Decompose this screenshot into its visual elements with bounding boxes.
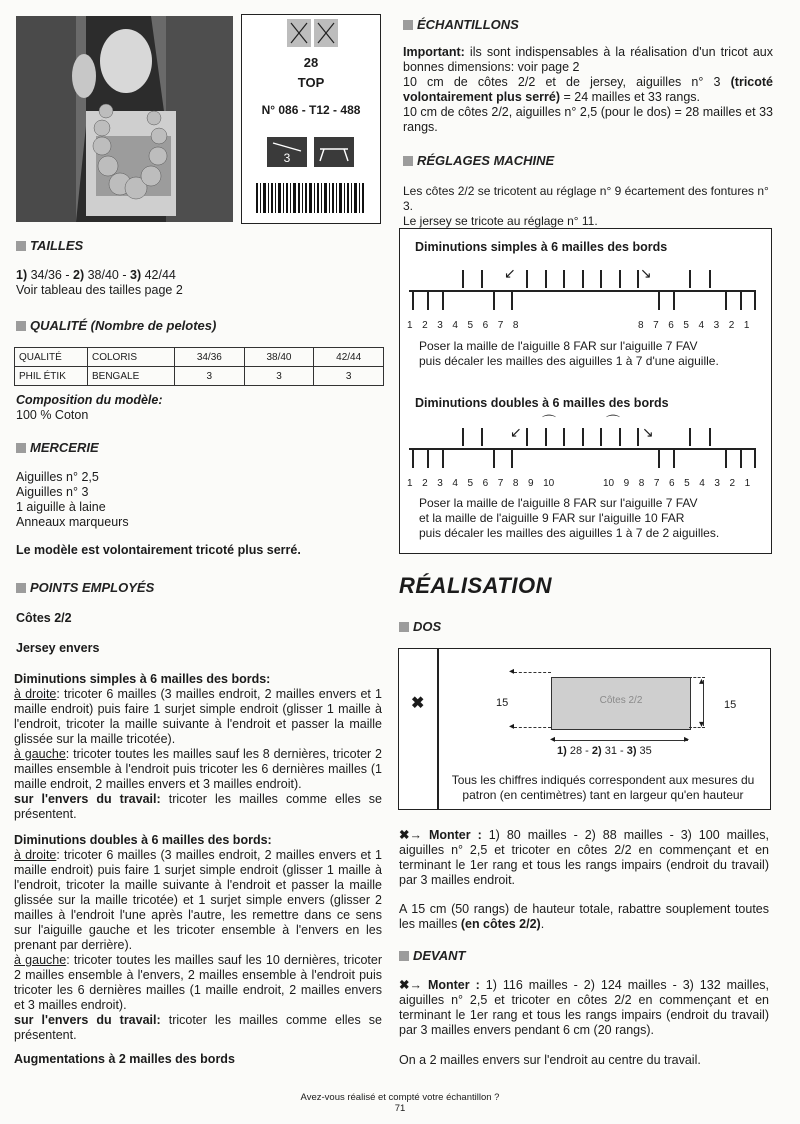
dim-simples-block	[14, 672, 382, 822]
table-cell: 3	[314, 367, 384, 386]
reglages-line-1: Les côtes 2/2 se tricotent au réglage n° 9 écartement des fontures n° 3.	[403, 184, 769, 213]
needle-tick-front	[481, 270, 483, 288]
dos-rabattre-text: A 15 cm (50 rangs) de hauteur totale, rabattre souplement toutes les mailles (en côtes 2/2).	[399, 902, 769, 931]
needle-tick-front	[462, 270, 464, 288]
augmentations-title: Augmentations à 2 mailles des bords	[14, 1052, 235, 1066]
needle-tick-back	[725, 292, 727, 310]
marker-cross-icon: ✖	[411, 695, 425, 712]
dim-arrow-bottom-left	[514, 727, 551, 728]
diagram-simple-numbers-right: 8 7 6 5 4 3 2 1	[638, 320, 750, 331]
transfer-arc-left-icon: ⌒	[542, 414, 556, 430]
decrease-arrow-right-icon: ↘	[642, 424, 654, 440]
table-cell: 3	[244, 367, 314, 386]
reglages-line-2: Le jersey se tricote au réglage n° 11.	[403, 214, 598, 228]
devant-centre-text: On a 2 mailles envers sur l'endroit au centre du travail.	[399, 1053, 701, 1067]
composition-value: 100 % Coton	[16, 408, 89, 422]
diagram-simple-caption-2: puis décaler les mailles des aiguilles 1 à 7 d'une aiguille.	[419, 354, 719, 368]
needle-tick-back	[658, 292, 660, 310]
needle-tick-front	[526, 270, 528, 288]
list-item: Anneaux marqueurs	[16, 515, 129, 529]
barcode-icon	[256, 183, 366, 213]
devant-heading: DEVANT	[399, 948, 465, 963]
diagram-double-caption-2: et la maille de l'aiguille 9 FAR sur l'aiguille 10 FAR	[419, 511, 685, 525]
arrow-left-icon: ◂	[509, 666, 515, 677]
needle-tick-front	[689, 270, 691, 288]
model-photo	[16, 16, 233, 222]
table-cell: PHIL ÉTIK	[15, 367, 88, 386]
dim-left-value: 15	[496, 697, 509, 709]
needle-tick-back	[740, 450, 742, 468]
dim-doubles-title: Diminutions doubles à 6 mailles des bords:	[14, 833, 272, 847]
qualite-table	[14, 347, 384, 386]
dim-width-value: 1) 28 - 2) 31 - 3) 35	[557, 745, 652, 757]
reglages-heading: RÉGLAGES MACHINE	[403, 153, 554, 168]
needle-tick-front	[689, 428, 691, 446]
tailles-sizes: 1) 34/36 - 2) 38/40 - 3) 42/44	[16, 268, 176, 282]
dim-doubles-block	[14, 833, 382, 1043]
needle-tick-front	[582, 428, 584, 446]
dim-doubles-envers: sur l'envers du travail: tricoter les mailles comme elles se présentent.	[14, 1013, 382, 1042]
needle-tick-front	[563, 428, 565, 446]
needle-bed-line	[409, 290, 756, 292]
diagram-simple-title: Diminutions simples à 6 mailles des bords	[415, 240, 668, 254]
dos-monter-text: ✖→ Monter : 1) 80 mailles - 2) 88 mailles - 3) 100 mailles, aiguilles n° 2,5 et tricoter en côtes 2/2 en commençant et en terminant le 1er rang et tous les rangs impairs (endroit du travail) par 3 mailles endroit.	[399, 828, 769, 887]
echantillons-heading: ÉCHANTILLONS	[403, 17, 519, 32]
knit-machine-icon	[314, 137, 354, 167]
model-photo-illustration	[16, 16, 233, 222]
needle-tick-back	[511, 450, 513, 468]
diagram-double-numbers-right: 10 9 8 7 6 5 4 3 2 1	[603, 478, 751, 489]
realisation-title: RÉALISATION	[399, 573, 552, 598]
table-cell: BENGALE	[88, 367, 175, 386]
needle-tick-back	[673, 450, 675, 468]
table-row	[15, 348, 384, 367]
diagram-double-caption	[419, 496, 764, 541]
needle-tick-front	[709, 270, 711, 288]
machine-bed-icon	[314, 137, 354, 167]
card-reference: N° 086 - T12 - 488	[261, 103, 361, 117]
needle-tick-back	[754, 450, 756, 468]
devant-monter-text: ✖→ Monter : 1) 116 mailles - 2) 124 mailles - 3) 132 mailles, aiguilles n° 2,5 et tricoter en côtes 2/2 en commençant et en terminant le 1er rang et tous les rangs impairs (endroit du travail) par 3 mailles envers pendant 6 cm (20 rangs).	[399, 978, 770, 1037]
dim-simples-title: Diminutions simples à 6 mailles des bords:	[14, 672, 271, 686]
needle-tick-front	[526, 428, 528, 446]
qualite-heading: QUALITÉ (Nombre de pelotes)	[16, 318, 216, 333]
dim-simples-gauche: à gauche: tricoter toutes les mailles sauf les 8 dernières, tricoter 2 mailles ensemble à l'endroit puis tricoter les 6 dernières mailles (1 maille endroit, 2 mailles envers et 3 mailles endroit).	[14, 747, 382, 791]
list-item: 1 aiguille à laine	[16, 500, 106, 514]
arrow-down-icon: ▾	[699, 719, 705, 730]
diagram-simple-caption-1: Poser la maille de l'aiguille 8 FAR sur l'aiguille 7 FAV	[419, 339, 698, 353]
needle-tick-front	[709, 428, 711, 446]
tailles-reference: Voir tableau des tailles page 2	[16, 283, 183, 297]
dim-doubles-gauche: à gauche: tricoter toutes les mailles sauf les 10 dernières, tricoter 2 mailles ensemble à l'envers, 2 mailles ensemble à l'endroit puis tricoter les 6 dernières mailles (1 maille endroit, 2 mailles envers et 3 mailles endroit).	[14, 953, 383, 1012]
needle-tick-front	[619, 270, 621, 288]
dim-simples-envers: sur l'envers du travail: tricoter les mailles comme elles se présentent.	[14, 792, 382, 821]
needle-tick-front	[582, 270, 584, 288]
card-name: TOP	[297, 75, 325, 90]
needle-tick-back	[493, 292, 495, 310]
needle-tick-back	[658, 450, 660, 468]
table-cell: 38/40	[244, 348, 314, 367]
schema-note: Tous les chiffres indiqués correspondent aux mesures du patron (en centimètres) tant en largeur qu'en hauteur	[451, 773, 755, 802]
needle-tick-back	[725, 450, 727, 468]
diagram-double-caption-1: Poser la maille de l'aiguille 8 FAR sur l'aiguille 7 FAV	[419, 496, 698, 510]
needle-bed-line	[409, 448, 756, 450]
needle-tick-back	[427, 450, 429, 468]
footer-question: Avez-vous réalisé et compté votre échantillon ?	[300, 1092, 500, 1103]
decrease-arrow-left-icon: ↙	[504, 265, 516, 281]
schema-divider	[437, 648, 439, 809]
needle-tick-front	[637, 428, 639, 446]
dim-horizontal-bottom	[553, 740, 688, 741]
needle-tick-back	[740, 292, 742, 310]
mercerie-heading: MERCERIE	[16, 440, 99, 455]
dim-simples-droite: à droite: tricoter 6 mailles (3 mailles endroit, 2 mailles envers et 1 maille endroit) puis faire 1 surjet simple endroit (glisser 1 maille à l'endroit, tricoter la maille suivante à l'endroit et passer la maille glissée sur la maille tricotée).	[14, 687, 382, 746]
list-item: Aiguilles n° 3	[16, 485, 89, 499]
mercerie-list	[16, 470, 129, 530]
reglages-text	[403, 184, 778, 229]
tailles-text	[16, 268, 376, 298]
table-cell: 34/36	[175, 348, 245, 367]
points-cotes: Côtes 2/2	[16, 611, 72, 625]
echantillons-text: Important: ils sont indispensables à la réalisation d'un tricot aux bonnes dimensions: voir page 2 10 cm de côtes 2/2 et de jersey, aiguilles n° 3 (tricoté volontairement plus serré) = 24 mailles et 33 rangs. 10 cm de côtes 2/2, aiguilles n° 2,5 (pour le dos) = 28 mailles et 33 rangs.	[403, 45, 773, 134]
needle-size-value: 3	[283, 151, 291, 165]
needle-tick-back	[673, 292, 675, 310]
dos-rectangle-label: Côtes 2/2	[599, 695, 643, 706]
table-row	[15, 367, 384, 386]
needle-tick-front	[545, 270, 547, 288]
needle-tick-front	[481, 428, 483, 446]
note-serre: Le modèle est volontairement tricoté plus serré.	[16, 543, 301, 557]
table-cell: COLORIS	[88, 348, 175, 367]
needle-tick-back	[427, 292, 429, 310]
diagram-simple-caption	[419, 339, 764, 369]
arrow-up-icon: ▴	[699, 676, 705, 687]
composition-title: Composition du modèle:	[16, 393, 163, 407]
pattern-card	[241, 14, 381, 224]
arrow-right-icon: ▸	[684, 734, 690, 745]
arrow-left-icon: ◂	[550, 734, 556, 745]
needle-tick-front	[462, 428, 464, 446]
dim-right-value: 15	[724, 699, 737, 711]
transfer-arc-right-icon: ⌒	[606, 414, 620, 430]
needle-tick-front	[563, 270, 565, 288]
dos-rectangle	[551, 677, 691, 730]
knitting-needles-icon	[287, 19, 339, 47]
dos-heading: DOS	[399, 619, 441, 634]
needle-tick-back	[442, 450, 444, 468]
needle-tick-front	[600, 428, 602, 446]
decrease-arrow-left-icon: ↙	[510, 424, 522, 440]
points-heading: POINTS EMPLOYÉS	[16, 580, 154, 595]
arrow-left-icon: ◂	[509, 721, 515, 732]
composition-block	[16, 393, 163, 423]
table-cell: 42/44	[314, 348, 384, 367]
needle-tick-back	[493, 450, 495, 468]
needle-size-icon	[267, 137, 307, 167]
needle-tick-back	[754, 292, 756, 310]
diagram-double-caption-3: puis décaler les mailles des aiguilles 1 à 7 de 2 aiguilles.	[419, 526, 720, 540]
needle-tick-back	[412, 450, 414, 468]
table-cell: 3	[175, 367, 245, 386]
needle-tick-front	[637, 270, 639, 288]
points-jersey: Jersey envers	[16, 641, 100, 655]
diagram-simple-numbers-left: 1 2 3 4 5 6 7 8	[407, 320, 519, 331]
tailles-heading: TAILLES	[16, 238, 83, 253]
page-number: 71	[394, 1103, 406, 1114]
needle-tick-back	[442, 292, 444, 310]
list-item: Aiguilles n° 2,5	[16, 470, 99, 484]
dim-doubles-droite: à droite: tricoter 6 mailles (3 mailles endroit, 2 mailles envers et 1 maille endroit) puis faire 1 surjet simple endroit (glisser 1 maille à l'endroit, tricoter la maille suivante à l'endroit et passer la maille glissée sur la maille tricotée) et 1 surjet simple envers (glisser 2 mailles à l'endroit l'une après l'autre, les remettre dans ce sens sur l'aiguille gauche et les tricoter ensemble à l'envers en les prenant par derrière).	[14, 848, 382, 952]
dim-arrow-top-left	[514, 672, 551, 673]
card-number: 28	[303, 55, 319, 70]
decrease-arrow-right-icon: ↘	[640, 265, 652, 281]
table-cell: QUALITÉ	[15, 348, 88, 367]
needle-tick-back	[412, 292, 414, 310]
diagram-double-title: Diminutions doubles à 6 mailles des bords	[415, 396, 669, 410]
needle-tick-back	[511, 292, 513, 310]
diagram-double-numbers-left: 1 2 3 4 5 6 7 8 9 10	[407, 478, 555, 489]
needle-tick-front	[600, 270, 602, 288]
